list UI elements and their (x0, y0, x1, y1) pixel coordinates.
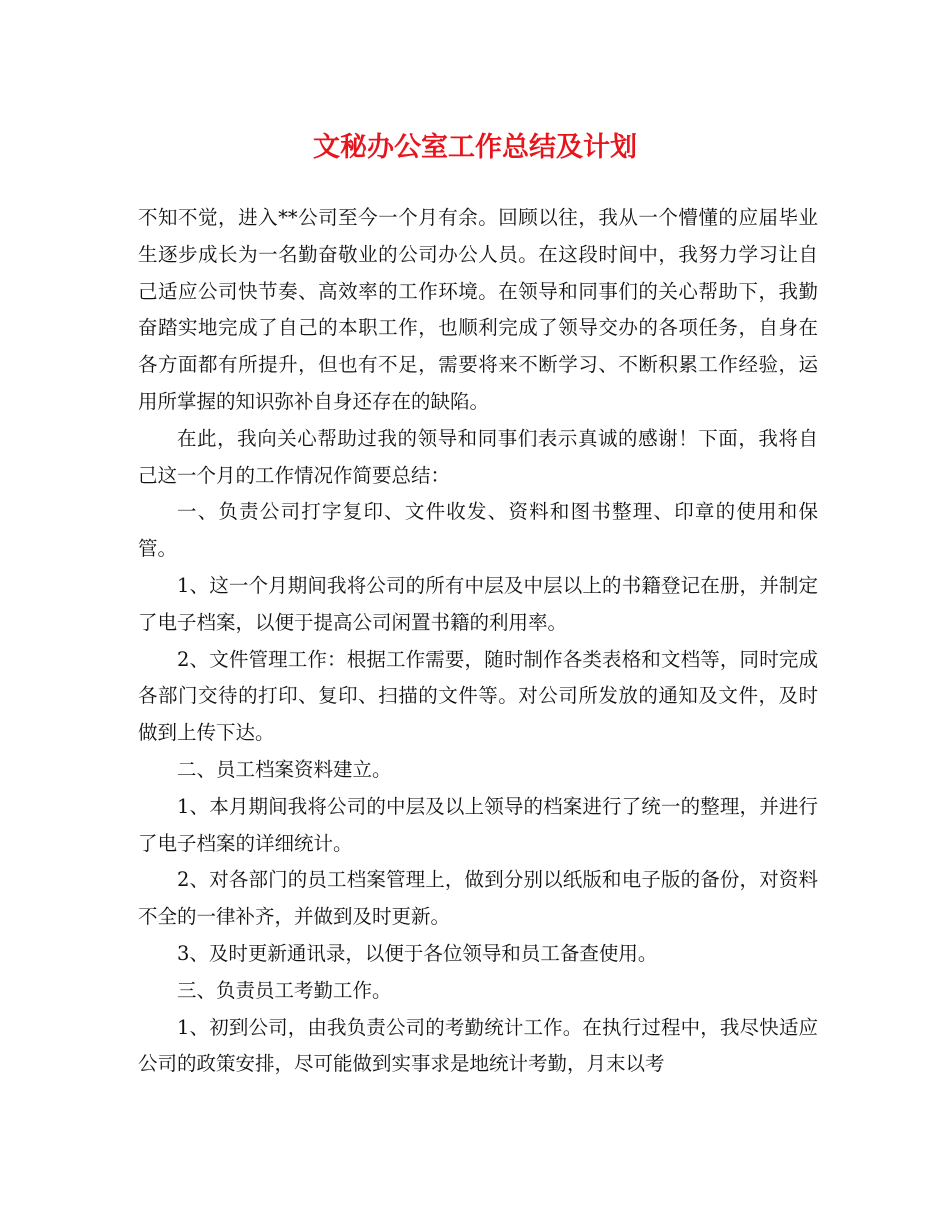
section-heading-2: 二、员工档案资料建立。 (177, 757, 392, 781)
list-item: 3、及时更新通讯录，以便于各位领导和员工备查使用。 (177, 941, 658, 965)
list-item: 2、对各部门的员工档案管理上，做到分别以纸版和电子版的备份，对资料不全的一律补齐，并做到及时更新。 (138, 868, 818, 929)
list-item: 1、这一个月期间我将公司的所有中层及中层以上的书籍登记在册，并制定了电子档案，以便于提高公司闲置书籍的利用率。 (138, 573, 818, 634)
list-item: 1、本月期间我将公司的中层及以上领导的档案进行了统一的整理，并进行了电子档案的详细统计。 (138, 794, 818, 855)
section-heading-1: 一、负责公司打字复印、文件收发、资料和图书整理、印章的使用和保管。 (138, 500, 818, 561)
document-title: 文秘办公室工作总结及计划 (313, 132, 637, 163)
section-heading-3: 三、负责员工考勤工作。 (177, 978, 392, 1002)
list-item: 1、初到公司，由我负责公司的考勤统计工作。在执行过程中，我尽快适应公司的政策安排，尽可能做到实事求是地统计考勤，月末以考 (138, 1015, 818, 1076)
list-item: 2、文件管理工作：根据工作需要，随时制作各类表格和文档等，同时完成各部门交待的打印、复印、扫描的文件等。对公司所发放的通知及文件，及时做到上传下达。 (138, 647, 818, 745)
paragraph-intro: 不知不觉，进入**公司至今一个月有余。回顾以往，我从一个懵懂的应届毕业生逐步成长为一名勤奋敬业的公司办公人员。在这段时间中，我努力学习让自己适应公司快节奏、高效率的工作环境。在领导和同事们的关心帮助下，我勤奋踏实地完成了自己的本职工作，也顺利完成了领导交办的各项任务，自身在各方面都有所提升，但也有不足，需要将来不断学习、不断积累工作经验，运用所掌握的知识弥补自身还存在的缺陷。 (138, 206, 818, 413)
paragraph-thanks: 在此，我向关心帮助过我的领导和同事们表示真诚的感谢！下面，我将自己这一个月的工作情况作简要总结： (138, 426, 818, 487)
document-body (138, 200, 818, 1083)
